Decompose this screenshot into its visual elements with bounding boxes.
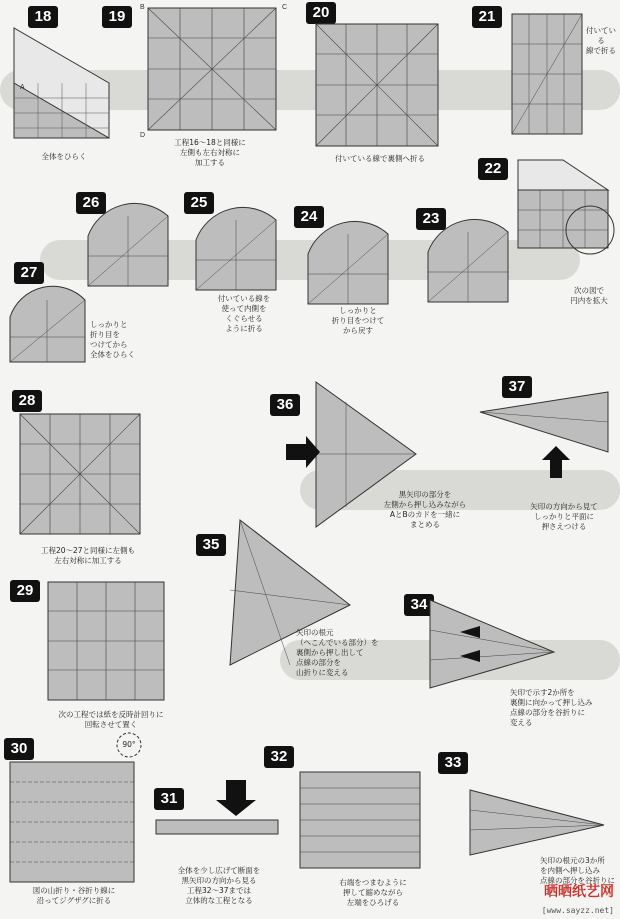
step-34-caption: 矢印で示す2か所を 裏側に向かって押し込み 点線の部分を谷折りに 変える — [510, 688, 593, 727]
step-number-18: 18 — [28, 6, 58, 28]
step-33-figure — [470, 770, 610, 860]
step-number-28: 28 — [12, 390, 42, 412]
step-37-caption: 矢印の方向から見て しっかりと平面に 押さえつける — [530, 502, 598, 531]
step-36-caption: 黒矢印の部分を 左側から押し込みながら AとBのカドを一緒に まとめる — [383, 490, 467, 529]
step-number-21: 21 — [472, 6, 502, 28]
step-number-30: 30 — [4, 738, 34, 760]
corner-label-b: B — [140, 4, 145, 11]
step-20-caption: 付いている線で裏側へ折る — [335, 154, 425, 163]
step-25-figure — [196, 200, 286, 292]
step-18-figure — [14, 28, 119, 143]
step-19-figure — [148, 8, 280, 133]
step-18-caption: 全体をひらく — [41, 152, 87, 161]
step-19-caption: 工程16～18と同様に 左側も左右対称に 加工する — [174, 138, 246, 167]
step-25-caption: 付いている線を 使って内側を くぐらせる ように折る — [217, 294, 271, 333]
step-number-29: 29 — [10, 580, 40, 602]
step-number-22: 22 — [478, 158, 508, 180]
step-number-35: 35 — [196, 534, 226, 556]
step-number-33: 33 — [438, 752, 468, 774]
step-34-figure — [430, 590, 560, 690]
step-26-figure — [88, 196, 178, 288]
step-37-figure — [480, 392, 610, 492]
step-number-19: 19 — [102, 6, 132, 28]
step-30-figure — [10, 762, 140, 886]
step-27-figure — [10, 282, 92, 366]
corner-label-c: C — [282, 4, 288, 11]
rotation-label: 90° — [122, 740, 136, 749]
step-number-34: 34 — [404, 594, 434, 616]
step-number-36: 36 — [270, 394, 300, 416]
step-31-figure — [156, 780, 286, 840]
step-35-caption: 矢印の根元 （へこんでいる部分）を 裏側から押し出して 点線の部分を 山折りに変える — [296, 628, 379, 677]
step-28-figure — [20, 414, 145, 536]
step-32-figure — [300, 772, 425, 872]
corner-label-d: D — [140, 132, 146, 139]
step-29-figure — [48, 582, 168, 704]
corner-label-a: A — [20, 84, 25, 91]
step-20-figure — [316, 24, 441, 149]
step-24-figure — [308, 214, 398, 306]
step-number-20: 20 — [306, 2, 336, 24]
step-number-37: 37 — [502, 376, 532, 398]
watermark-url: [www.sayzz.net] — [541, 906, 614, 915]
step-number-23: 23 — [416, 208, 446, 230]
step-23-figure — [428, 212, 518, 304]
step-29-caption: 次の工程では紙を反時計回りに 回転させて置く — [58, 710, 164, 729]
step-21-figure — [512, 14, 587, 136]
step-30-caption: 図の山折り・谷折り線に 沿ってジグザグに折る — [32, 886, 116, 905]
step-number-31: 31 — [154, 788, 184, 810]
step-21-caption: 付いている 線で折る — [586, 26, 616, 55]
watermark-text: 晒晒纸艺网 — [544, 884, 614, 900]
step-number-27: 27 — [14, 262, 44, 284]
step-number-26: 26 — [76, 192, 106, 214]
step-number-24: 24 — [294, 206, 324, 228]
step-22-figure — [518, 160, 618, 252]
step-24-caption: しっかりと 折り目をつけて から戻す — [331, 306, 385, 335]
step-22-caption: 次の図で 円内を拡大 — [570, 286, 608, 305]
step-27-caption: しっかりと 折り目を つけてから 全体をひらく — [90, 320, 135, 359]
step-31-caption: 全体を少し広げて断面を 黒矢印の方向から見る 工程32～37までは 立体的な工程となる — [177, 866, 261, 905]
step-number-25: 25 — [184, 192, 214, 214]
step-32-caption: 右端をつまむように 押して縮めながら 左端をひろげる — [339, 878, 407, 907]
step-number-32: 32 — [264, 746, 294, 768]
step-33-caption: 矢印の根元の3か所 を内側へ押し込み 点線の部分を谷折りに — [540, 856, 615, 885]
step-28-caption: 工程20～27と同様に左側も 左右対称に加工する — [40, 546, 136, 565]
